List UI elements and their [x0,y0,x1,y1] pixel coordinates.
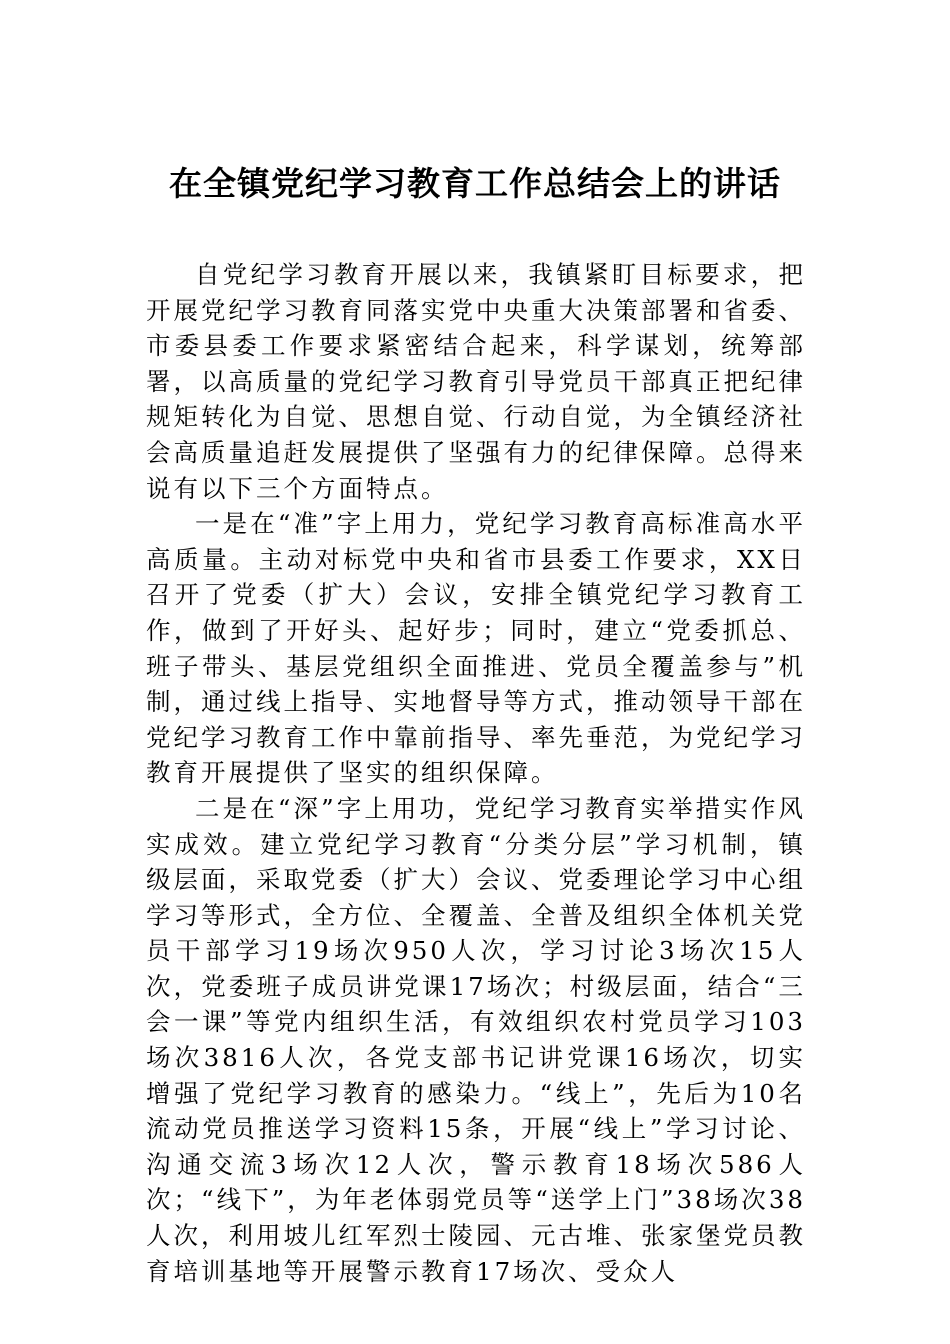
paragraph-point-one: 一是在“准”字上用力，党纪学习教育高标准高水平高质量。主动对标党中央和省市县委工作要求，XX日召开了党委（扩大）会议，安排全镇党纪学习教育工作，做到了开好头、起好步；同时，建立“党委抓总、班子带头、基层党组织全面推进、党员全覆盖参与”机制，通过线上指导、实地督导等方式，推动领导干部在党纪学习教育工作中靠前指导、率先垂范，为党纪学习教育开展提供了坚实的组织保障。 [146,509,806,788]
paragraph-intro: 自党纪学习教育开展以来，我镇紧盯目标要求，把开展党纪学习教育同落实党中央重大决策部署和省委、市委县委工作要求紧密结合起来，科学谋划，统筹部署，以高质量的党纪学习教育引导党员干部真正把纪律规矩转化为自觉、思想自觉、行动自觉，为全镇经济社会高质量追赶发展提供了坚强有力的纪律保障。总得来说有以下三个方面特点。 [146,260,806,503]
document-title: 在全镇党纪学习教育工作总结会上的讲话 [169,164,781,203]
paragraph-point-two: 二是在“深”字上用功，党纪学习教育实举措实作风实成效。建立党纪学习教育“分类分层”学习机制，镇级层面，采取党委（扩大）会议、党委理论学习中心组学习等形式，全方位、全覆盖、全普及组织全体机关党员干部学习19场次950人次，学习讨论3场次15人次，党委班子成员讲党课17场次；村级层面，结合“三会一课”等党内组织生活，有效组织农村党员学习103场次3816人次，各党支部书记讲党课16场次，切实增强了党纪学习教育的感染力。“线上”，先后为10名流动党员推送学习资料15条，开展“线上”学习讨论、沟通交流3场次12人次，警示教育18场次586人次；“线下”，为年老体弱党员等“送学上门”38场次38人次，利用坡儿红军烈士陵园、元古堆、张家堡党员教育培训基地等开展警示教育17场次、受众人 [146,793,806,1286]
document-body [146,257,806,1289]
